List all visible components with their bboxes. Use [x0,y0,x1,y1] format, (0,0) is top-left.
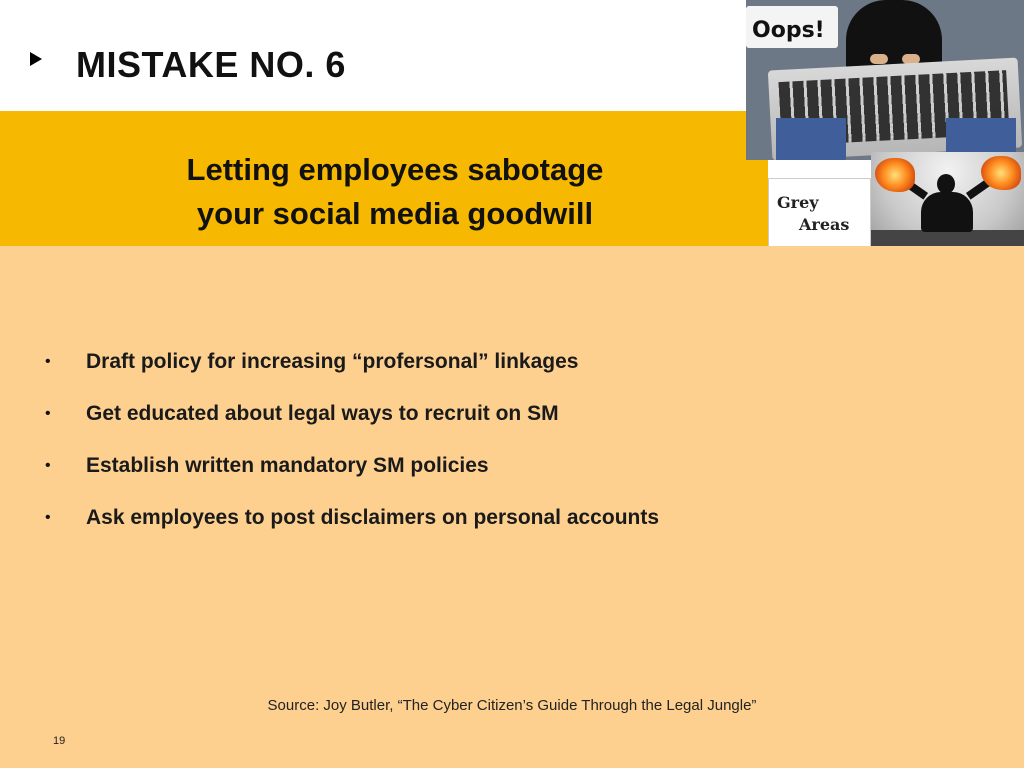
bullet-text: Establish written mandatory SM policies [86,454,489,477]
bullet-icon: • [45,509,51,526]
oops-text: Oops! [752,18,825,43]
grey-areas-line-1: Grey [777,193,819,212]
grey-areas-line-2: Areas [799,215,850,234]
page-number: 19 [53,735,66,747]
flame-icon [981,156,1021,190]
subtitle-line-1: Letting employees sabotage [186,152,604,187]
bullet-text: Draft policy for increasing “profersonal” linkages [86,350,579,373]
bullet-icon: • [45,405,51,422]
fire-figure-image [871,152,1024,248]
slide-title: MISTAKE NO. 6 [76,44,346,85]
oops-bubble [746,6,838,48]
oops-hacker-image [746,0,1024,160]
bullet-text: Ask employees to post disclaimers on personal accounts [86,506,660,529]
bullet-icon: • [45,353,51,370]
subtitle-line-2: your social media goodwill [196,196,594,231]
bullet-text: Get educated about legal ways to recruit on SM [86,402,559,425]
figure-body [921,192,973,232]
source-citation: Source: Joy Butler, “The Cyber Citizen’s Guide Through the Legal Jungle” [267,697,757,714]
slide-subtitle [0,148,790,236]
figure-head [937,174,955,194]
flame-icon [875,158,915,192]
grey-areas-image [768,178,871,248]
bullet-icon: • [45,457,51,474]
eye [870,54,888,64]
title-arrow-icon [30,52,42,66]
sleeve [776,118,846,160]
